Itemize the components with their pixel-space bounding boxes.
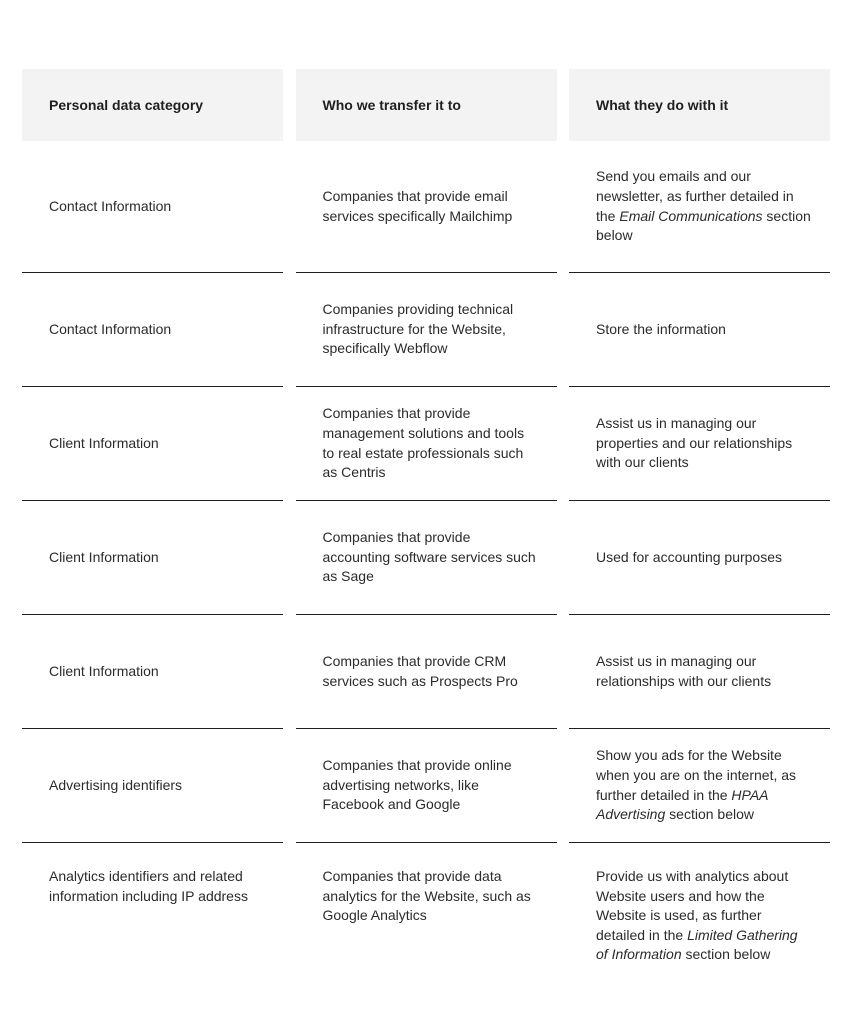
purpose-text-before: Assist us in managing our properties and our relationships with our clients [596, 415, 793, 471]
category-text: Contact Information [49, 320, 172, 337]
table-header-row [22, 69, 830, 141]
data-transfer-table [22, 69, 830, 993]
recipient-cell [296, 729, 557, 843]
category-cell [22, 615, 283, 729]
recipient-text: Companies providing technical infrastructure for the Website, specifically Webflow [322, 301, 514, 357]
category-cell [22, 141, 283, 273]
purpose-text-before: Assist us in managing our relationships with our clients [596, 652, 772, 689]
category-text: Client Information [49, 662, 159, 679]
category-cell [22, 501, 283, 615]
category-cell [22, 273, 283, 387]
recipient-text: Companies that provide CRM services such as Prospects Pro [322, 652, 518, 689]
purpose-text [596, 746, 812, 824]
category-text: Client Information [49, 434, 159, 451]
category-text: Advertising identifiers [49, 776, 183, 793]
recipient-cell [296, 843, 557, 993]
purpose-text-after: section below [681, 946, 771, 963]
recipient-text: Companies that provide accounting software services such as Sage [322, 529, 536, 585]
recipient-cell [296, 387, 557, 501]
table-row [22, 387, 830, 501]
category-text: Analytics identifiers and related information including IP address [49, 868, 248, 904]
header-who-we-transfer-it-to: Who we transfer it to [296, 69, 557, 141]
purpose-text-emphasis: Email Communications [619, 207, 763, 224]
recipient-cell [296, 273, 557, 387]
purpose-text [596, 867, 812, 965]
recipient-text: Companies that provide data analytics for the Website, such as Google Analytics [322, 868, 531, 924]
table-row [22, 615, 830, 729]
purpose-text-before: Store the information [596, 320, 726, 337]
category-text: Contact Information [49, 197, 172, 214]
purpose-text [596, 548, 782, 568]
purpose-cell [569, 843, 830, 993]
purpose-text [596, 414, 812, 473]
recipient-cell [296, 615, 557, 729]
header-personal-data-category: Personal data category [22, 69, 283, 141]
purpose-cell [569, 387, 830, 501]
category-cell [22, 729, 283, 843]
table-row [22, 141, 830, 273]
recipient-cell [296, 501, 557, 615]
purpose-cell [569, 273, 830, 387]
purpose-text [596, 167, 812, 245]
purpose-text [596, 320, 726, 340]
purpose-cell [569, 501, 830, 615]
purpose-text-before: Provide us with analytics about Website users and how the Website is used, as further detailed in the [596, 868, 789, 943]
purpose-text-before: Send you emails and our newsletter, as further detailed in the [596, 168, 794, 224]
purpose-text-emphasis: HPAA Advertising [596, 786, 768, 823]
table-row [22, 843, 830, 993]
purpose-text-before: Used for accounting purposes [596, 548, 782, 565]
recipient-text: Companies that provide email services specifically Mailchimp [322, 187, 513, 224]
category-cell [22, 843, 283, 993]
recipient-text: Companies that provide online advertising networks, like Facebook and Google [322, 757, 512, 813]
table-row [22, 729, 830, 843]
purpose-text-before: Show you ads for the Website when you are on the internet, as further detailed in the [596, 747, 797, 803]
header-what-they-do-with-it: What they do with it [569, 69, 830, 141]
purpose-text-after: section below [665, 806, 754, 823]
purpose-cell [569, 615, 830, 729]
purpose-text [596, 652, 812, 691]
category-cell [22, 387, 283, 501]
category-text: Client Information [49, 548, 159, 565]
purpose-text-after: section below [596, 207, 811, 244]
recipient-cell [296, 141, 557, 273]
recipient-text: Companies that provide management solutions and tools to real estate professionals such as Centris [322, 405, 525, 481]
purpose-cell [569, 729, 830, 843]
table-row [22, 273, 830, 387]
purpose-cell [569, 141, 830, 273]
table-row [22, 501, 830, 615]
purpose-text-emphasis: Limited Gathering of Information [596, 926, 798, 963]
